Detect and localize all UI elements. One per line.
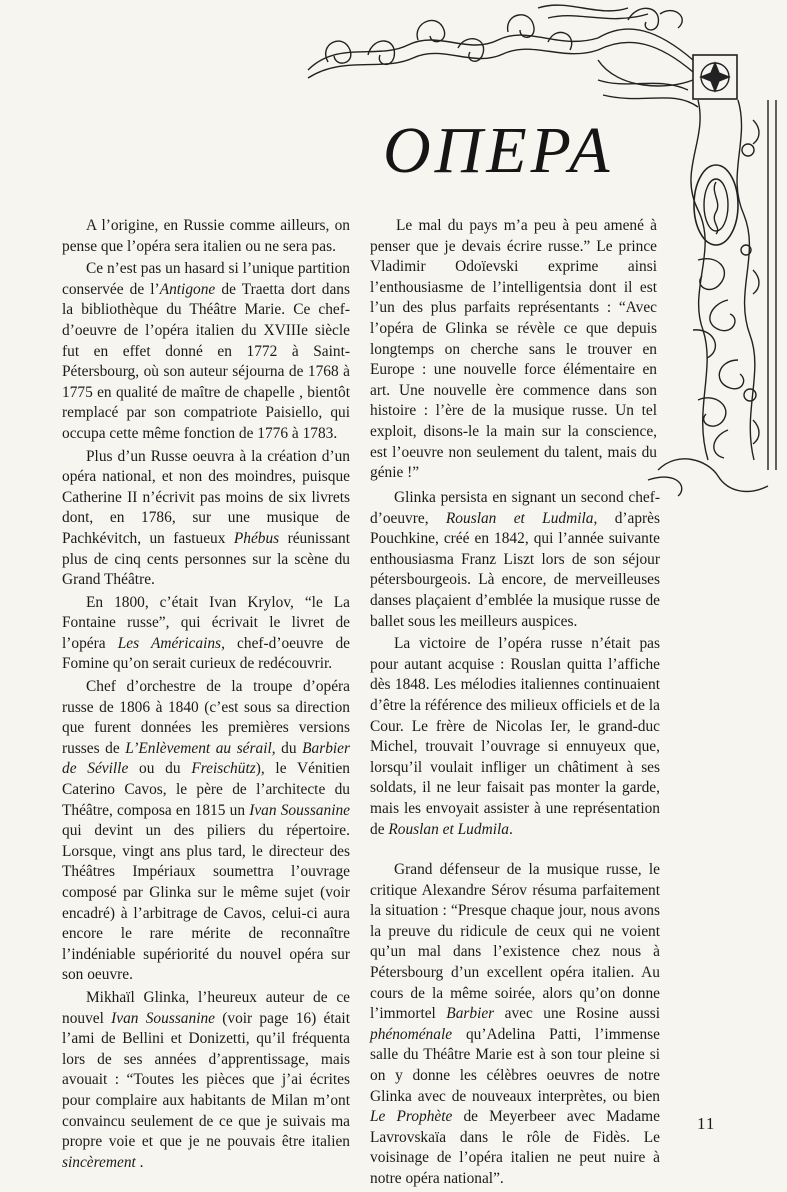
paragraph: Glinka persista en signant un second chef-d’oeuvre, Rouslan et Ludmila, d’après Pouchkine, créé en 1842, qui l’année suivante enthousiasma Franz Liszt lors de son séjour pétersbourgeois. Là encore, de merveilleuses danses plaçaient d’emblée la musique russe de ballet sous les meilleurs auspices.: [370, 489, 660, 630]
paragraph: Chef d’orchestre de la troupe d’opéra russe de 1806 à 1840 (c’est sous sa direction que furent données les premières versions russes de L’Enlèvement au sérail, du Barbier de Séville ou du Freischütz), le Vénitien Caterino Cavos, le père de l’architecte du Théâtre, composa en 1815 un Ivan Soussanine qui devint un des piliers du répertoire. Lorsque, vingt ans plus tard, le directeur des Théâtres Impériaux soumettra l’ouvrage composé par Glinka sur le même sujet (voir encadré) à l’arbitrage de Cavos, celui-ci aura encore le rare mérite de reconnaître l’indéniable supériorité du nouvel opéra sur son oeuvre.: [62, 678, 351, 984]
page-title: ОПЕРА: [383, 114, 614, 187]
right-column-bottom: [370, 488, 660, 1192]
paragraph: Le mal du pays m’a peu à peu amené à penser que je devais écrire russe.” Le prince Vladimir Odoïevski exprime ainsi l’enthousiasme de l’intelligentsia dont il est l’un des plus parfaits représentants : “Avec l’opéra de Glinka se révèle ce que depuis longtemps on cherche sans le trouver en Europe : une nouvelle force élémentaire en art. Une nouvelle ère commence dans son histoire : l’ère de la musique russe. Un tel exploit, disons-le la main sur la conscience, est l’oeuvre non seulement du talent, mais du génie !”: [370, 217, 657, 482]
right-column-top: [370, 216, 657, 486]
paragraph: Plus d’un Russe oeuvra à la création d’un opéra national, et non des moindres, puisque Catherine II n’écrivit pas moins de six livrets dont, en 1786, sur une musique de Pachkévitch, un fastueux Phébus réunissant plus de cinq cents personnes sur la scène du Grand Théâtre.: [62, 447, 350, 589]
paragraph: Mikhaïl Glinka, l’heureux auteur de ce nouvel Ivan Soussanine (voir page 16) était l’ami de Bellini et Donizetti, qu’il fréquenta lors de ses années d’apprentissage, mais avouait : “Toutes les pièces que j’ai écrites pour complaire aux habitants de Milan m’ont convaincu seulement de ce que je suivais ma propre voie et que je ne pouvais être italien sincèrement .: [62, 988, 350, 1171]
paragraph: Grand défenseur de la musique russe, le critique Alexandre Sérov résuma parfaitement la situation : “Presque chaque jour, nous avons la preuve du ridicule de ceux qui ne voient qu’un mal dans l’existence chez nous à Pétersbourg d’un excellent opéra italien. Au cours de la même soirée, alors qu’on donne l’immortel Barbier avec une Rosine aussi phénoménale qu’Adelina Patti, l’immense salle du Théâtre Marie est à son tour pleine si on y donne les célèbres oeuvres de notre Glinka avec de nouveaux interprètes, ou bien Le Prophète de Meyerbeer avec Madame Lavrovskaïa dans le rôle de Fidès. Le voisinage de l’opéra italien ne peut nuire à notre opéra national”.: [370, 861, 660, 1187]
left-column: [62, 216, 350, 1175]
paragraph: En 1800, c’était Ivan Krylov, “le La Fontaine russe”, qui écrivait le livret de l’opéra Les Américains, chef-d’oeuvre de Fomine qu’on serait curieux de redécouvrir.: [62, 593, 350, 673]
paragraph: A l’origine, en Russie comme ailleurs, on pense que l’opéra sera italien ou ne sera pas.: [62, 217, 350, 255]
page-number: 11: [697, 1114, 716, 1133]
paragraph: La victoire de l’opéra russe n’était pas pour autant acquise : Rouslan quitta l’affiche dès 1848. Les mélodies italiennes continuaient d’être la référence des milieux officiels et de la Cour. Le frère de Nicolas Ier, le grand-duc Michel, trouvait l’ouvrage si ennuyeux que, lorsqu’il voulait infliger un châtiment à ses soldats, il ne leur faisait pas monter la garde, mais les envoyait assister à une représentation de Rouslan et Ludmila.: [370, 635, 660, 838]
paragraph: Ce n’est pas un hasard si l’unique partition conservée de l’Antigone de Traetta dort dans la bibliothèque du Théâtre Marie. Ce chef-d’oeuvre de l’opéra italien du XVIIIe siècle fut en effet donné en 1772 à Saint-Pétersbourg, où son auteur séjourna de 1768 à 1775 en qualité de maître de chapelle , bientôt remplacé par son compatriote Paisiello, qui occupa cette même fonction de 1776 à 1783.: [62, 260, 350, 442]
